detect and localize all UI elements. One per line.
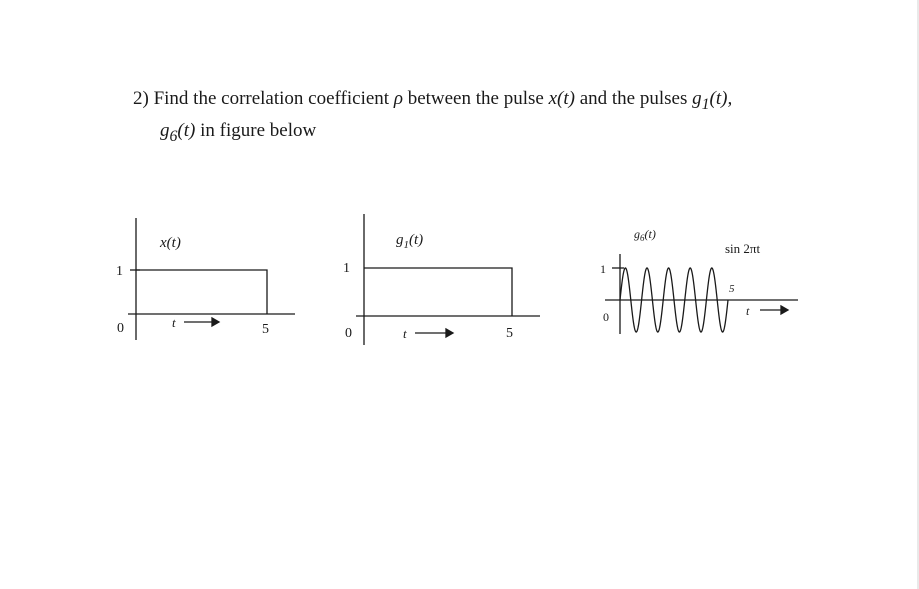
question-text-part: between the pulse — [407, 88, 544, 109]
question-text-part: and the pulses — [579, 88, 688, 109]
question-text-part: Find the correlation coefficient — [153, 88, 390, 109]
x-pulse-label: x(t) — [160, 235, 181, 251]
g6-annotation: sin 2πt — [725, 241, 761, 256]
g1-t-arrowhead — [446, 329, 453, 337]
x-axis-var: t — [172, 315, 176, 330]
g1-origin-label: 0 — [345, 326, 352, 341]
g6-end-label: 5 — [729, 283, 735, 295]
x-pulse-shape — [136, 270, 267, 314]
x-origin-label: 0 — [117, 321, 124, 336]
g6-axis-var: t — [746, 304, 750, 318]
g6-origin-label: 0 — [603, 310, 609, 324]
x-pulse-figure — [128, 218, 295, 340]
x-level-label: 1 — [116, 264, 123, 279]
g6-pulse-label: $g_6(t)$ — [634, 227, 656, 243]
x-t-arrowhead — [212, 318, 219, 326]
g1-level-label: 1 — [343, 261, 350, 276]
g6-t-arrowhead — [781, 306, 788, 314]
rho-symbol: ρ — [393, 88, 403, 109]
x-end-label: 5 — [262, 322, 269, 337]
g1-pulse-label: $g_1(t)$ — [396, 232, 424, 251]
g6-level-label: 1 — [600, 262, 606, 276]
x-pulse-ref: x(t) — [548, 88, 575, 109]
g6-pulse-figure — [605, 254, 798, 334]
g6-pulse-ref: $g_6(t)$ — [160, 119, 196, 145]
g1-axis-var: t — [403, 326, 407, 341]
g1-pulse-ref: $g_1(t)$, — [692, 88, 733, 113]
question-text-part: in figure below — [200, 119, 317, 141]
question-number: 2) — [133, 88, 149, 109]
g1-pulse-shape — [364, 268, 512, 316]
g1-end-label: 5 — [506, 326, 513, 341]
